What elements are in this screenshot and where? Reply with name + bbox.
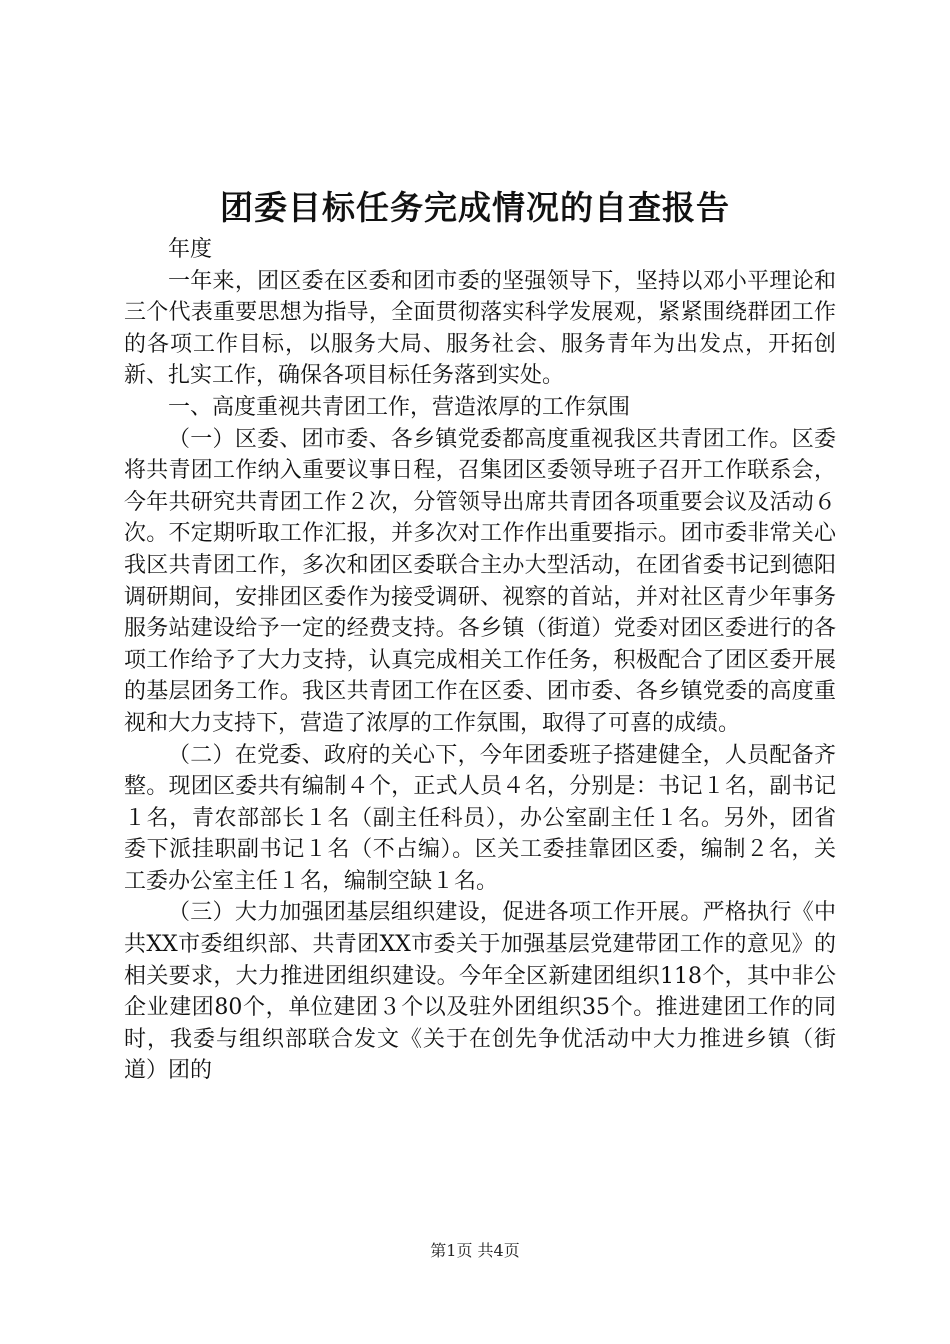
document-title: 团委目标任务完成情况的自查报告 — [220, 188, 730, 227]
paragraph-item-3: （三）大力加强团基层组织建设，促进各项工作开展。严格执行《中共XX市委组织部、共青团XX市委关于加强基层党建带团工作的意见》的相关要求，大力推进团组织建设。今年全区新建团组织118个，其中非公企业建团80个，单位建团３个以及驻外团组织35个。推进建团工作的同时，我委与组织部联合发文《关于在创先争优活动中大力推进乡镇（街道）团的 — [124, 900, 836, 1084]
paragraph-intro: 一年来，团区委在区委和团市委的坚强领导下，坚持以邓小平理论和三个代表重要思想为指导，全面贯彻落实科学发展观，紧紧围绕群团工作的各项工作目标，以服务大局、服务社会、服务青年为出发点，开拓创新、扎实工作，确保各项目标任务落到实处。 — [124, 268, 836, 389]
paragraph-item-1: （一）区委、团市委、各乡镇党委都高度重视我区共青团工作。区委将共青团工作纳入重要议事日程，召集团区委领导班子召开工作联系会，今年共研究共青团工作２次，分管领导出席共青团各项重要会议及活动６次。不定期听取工作汇报，并多次对工作作出重要指示。团市委非常关心我区共青团工作，多次和团区委联合主办大型活动，在团省委书记到德阳调研期间，安排团区委作为接受调研、视察的首站，并对社区青少年事务服务站建设给予一定的经费支持。各乡镇（街道）党委对团区委进行的各项工作给予了大力支持，认真完成相关工作任务，积极配合了团区委开展的基层团务工作。我区共青团工作在区委、团市委、各乡镇党委的高度重视和大力支持下，营造了浓厚的工作氛围，取得了可喜的成绩。 — [124, 426, 836, 736]
paragraph-item-2: （二）在党委、政府的关心下，今年团委班子搭建健全，人员配备齐整。现团区委共有编制４个，正式人员４名，分别是：书记１名，副书记１名，青农部部长１名（副主任科员），办公室副主任１名。另外，团省委下派挂职副书记１名（不占编）。区关工委挂靠团区委，编制２名，关工委办公室主任１名，编制空缺１名。 — [124, 742, 836, 894]
page-footer: 第1页 共4页 — [430, 1241, 520, 1260]
section-heading-1: 一、高度重视共青团工作，营造浓厚的工作氛围 — [168, 394, 631, 420]
paragraph-year: 年度 — [168, 237, 213, 262]
document-body — [124, 234, 836, 1087]
